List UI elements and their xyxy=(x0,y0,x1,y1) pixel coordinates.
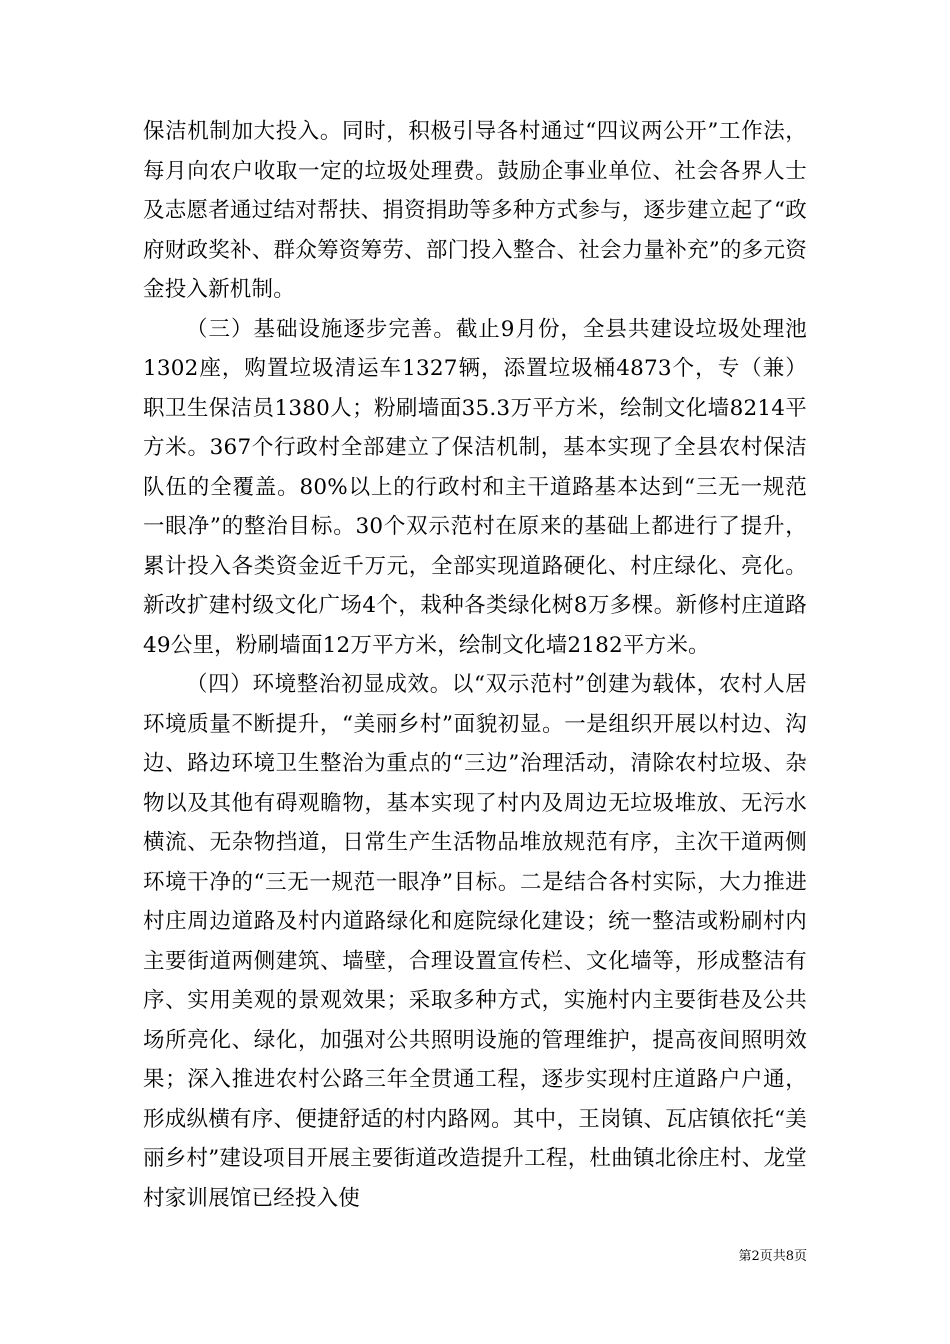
paragraph-environment-results: （四）环境整治初显成效。以“双示范村”创建为载体，农村人居环境质量不断提升，“美丽乡村”面貌初显。一是组织开展以村边、沟边、路边环境卫生整治为重点的“三边”治理活动，清除农村垃圾、杂物以及其他有碍观瞻物，基本实现了村内及周边无垃圾堆放、无污水横流、无杂物挡道，日常生产生活物品堆放规范有序，主次干道两侧环境干净的“三无一规范一眼净”目标。二是结合各村实际，大力推进村庄周边道路及村内道路绿化和庭院绿化建设；统一整洁或粉刷村内主要街道两侧建筑、墙壁，合理设置宣传栏、文化墙等，形成整洁有序、实用美观的景观效果；采取多种方式，实施村内主要街巷及公共场所亮化、绿化，加强对公共照明设施的管理维护，提高夜间照明效果；深入推进农村公路三年全贯通工程，逐步实现村庄道路户户通，形成纵横有序、便捷舒适的村内路网。其中，王岗镇、瓦店镇依托“美丽乡村”建设项目开展主要街道改造提升工程，杜曲镇北徐庄村、龙堂村家训展馆已经投入使 xyxy=(143,672,807,1211)
page-number-footer: 第2页共8页 xyxy=(738,1249,807,1264)
document-body xyxy=(143,112,807,1218)
paragraph-funding-mechanism: 保洁机制加大投入。同时，积极引导各村通过“四议两公开”工作法，每月向农户收取一定的垃圾处理费。鼓励企事业单位、社会各界人士及志愿者通过结对帮扶、捐资捐助等多种方式参与，逐步建立起了“政府财政奖补、群众筹资筹劳、部门投入整合、社会力量补充”的多元资金投入新机制。 xyxy=(143,119,807,302)
paragraph-infrastructure: （三）基础设施逐步完善。截止9月份，全县共建设垃圾处理池1302座，购置垃圾清运车1327辆，添置垃圾桶4873个，专（兼）职卫生保洁员1380人；粉刷墙面35.3万平方米，绘制文化墙8214平方米。367个行政村全部建立了保洁机制，基本实现了全县农村保洁队伍的全覆盖。80%以上的行政村和主干道路基本达到“三无一规范一眼净”的整治目标。30个双示范村在原来的基础上都进行了提升，累计投入各类资金近千万元，全部实现道路硬化、村庄绿化、亮化。新改扩建村级文化广场4个，栽种各类绿化树8万多棵。新修村庄道路49公里，粉刷墙面12万平方米，绘制文化墙2182平方米。 xyxy=(143,316,807,658)
